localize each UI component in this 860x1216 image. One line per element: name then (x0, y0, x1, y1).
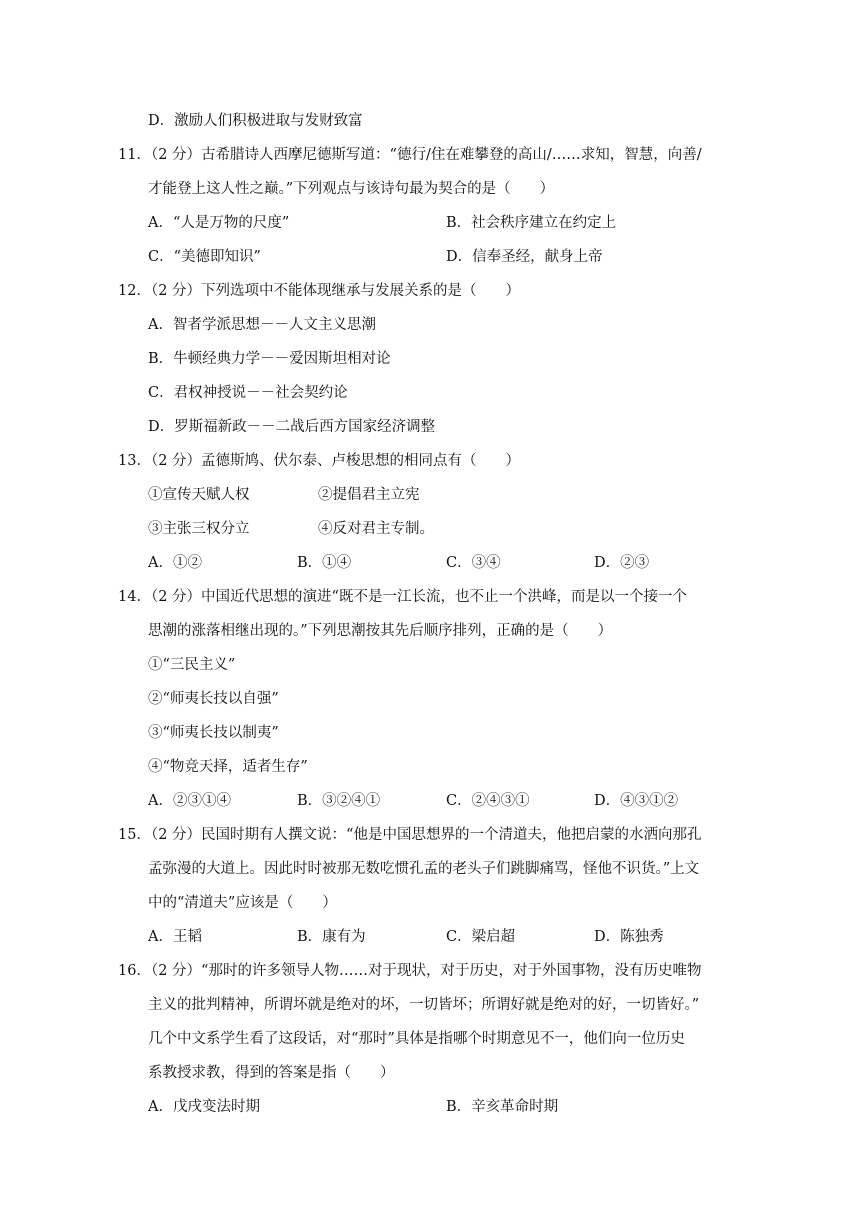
q14-item-1: ①“三民主义” (148, 657, 236, 673)
q13-item-4: ④反对君主专制。 (318, 521, 434, 537)
q16-stem-line3: 几个中文系学生看了这段话，对“那时”具体是指哪个时期意见不一，他们向一位历史 (148, 1031, 685, 1047)
q11-option-c: C．“美德即知识” (148, 249, 261, 265)
q14-item-4: ④“物竞天择，适者生存” (148, 759, 308, 775)
q12-option-d: D．罗斯福新政－－二战后西方国家经济调整 (148, 419, 436, 435)
q11-option-d: D．信奉圣经，献身上帝 (446, 249, 603, 265)
q13-stem: 13．（2 分）孟德斯鸠、伏尔泰、卢梭思想的相同点有（ ） (118, 453, 521, 469)
q15-stem-line1: 15．（2 分）民国时期有人撰文说：“他是中国思想界的一个清道夫，他把启蒙的水洒向那孔 (118, 827, 702, 843)
q16-option-b: B．辛亥革命时期 (446, 1099, 559, 1115)
q16-stem-line1: 16．（2 分）“那时的许多领导人物……对于现状，对于历史，对于外国事物，没有历史唯物 (118, 963, 702, 979)
q10-option-d: D．激励人们积极进取与发财致富 (148, 113, 363, 129)
q15-option-b: B．康有为 (297, 929, 366, 945)
q11-stem-line2: 才能登上这人性之巅。”下列观点与该诗句最为契合的是（ ） (148, 181, 555, 197)
q15-stem-line2: 孟弥漫的大道上。因此时时被那无数吃惯孔孟的老头子们跳脚痛骂，怪他不识货。”上文 (148, 861, 700, 877)
q15-option-a: A．王韬 (148, 929, 202, 945)
q13-item-3: ③主张三权分立 (148, 521, 250, 537)
q14-option-a: A．②③①④ (148, 793, 231, 809)
q15-option-d: D．陈独秀 (594, 929, 664, 945)
q13-option-d: D．②③ (594, 555, 650, 571)
q16-stem-line2: 主义的批判精神，所谓坏就是绝对的坏，一切皆坏；所谓好就是绝对的好，一切皆好。” (148, 997, 700, 1013)
q16-option-a: A．戊戌变法时期 (148, 1099, 260, 1115)
q13-item-1: ①宣传天赋人权 (148, 487, 250, 503)
q14-stem-line1: 14．（2 分）中国近代思想的演进“既不是一江长流，也不止一个洪峰，而是以一个接一个 (118, 589, 687, 605)
q12-option-b: B．牛顿经典力学－－爱因斯坦相对论 (148, 351, 391, 367)
q15-option-c: C．梁启超 (446, 929, 516, 945)
q15-stem-line3: 中的“清道夫”应该是（ ） (148, 895, 337, 911)
q11-option-b: B．社会秩序建立在约定上 (446, 215, 617, 231)
q14-option-b: B．③②④① (297, 793, 381, 809)
q13-option-c: C．③④ (446, 555, 501, 571)
q12-option-c: C．君权神授说－－社会契约论 (148, 385, 348, 401)
q14-stem-line2: 思潮的涨落相继出现的。”下列思潮按其先后顺序排列，正确的是（ ） (148, 623, 613, 639)
q13-option-b: B．①④ (297, 555, 352, 571)
q11-option-a: A．“人是万物的尺度” (148, 215, 290, 231)
q11-stem-line1: 11．（2 分）古希腊诗人西摩尼德斯写道：“德行/住在难攀登的高山/……求知，智慧，向善/ (118, 147, 702, 163)
q12-stem: 12．（2 分）下列选项中不能体现继承与发展关系的是（ ） (118, 283, 521, 299)
q13-item-2: ②提倡君主立宪 (318, 487, 420, 503)
q14-item-2: ②“师夷长技以自强” (148, 691, 279, 707)
q14-option-d: D．④③①② (594, 793, 679, 809)
q13-option-a: A．①② (148, 555, 202, 571)
q16-stem-line4: 系教授求教，得到的答案是指（ ） (148, 1065, 395, 1081)
q14-option-c: C．②④③① (446, 793, 530, 809)
q14-item-3: ③“师夷长技以制夷” (148, 725, 279, 741)
q12-option-a: A．智者学派思想－－人文主义思潮 (148, 317, 376, 333)
